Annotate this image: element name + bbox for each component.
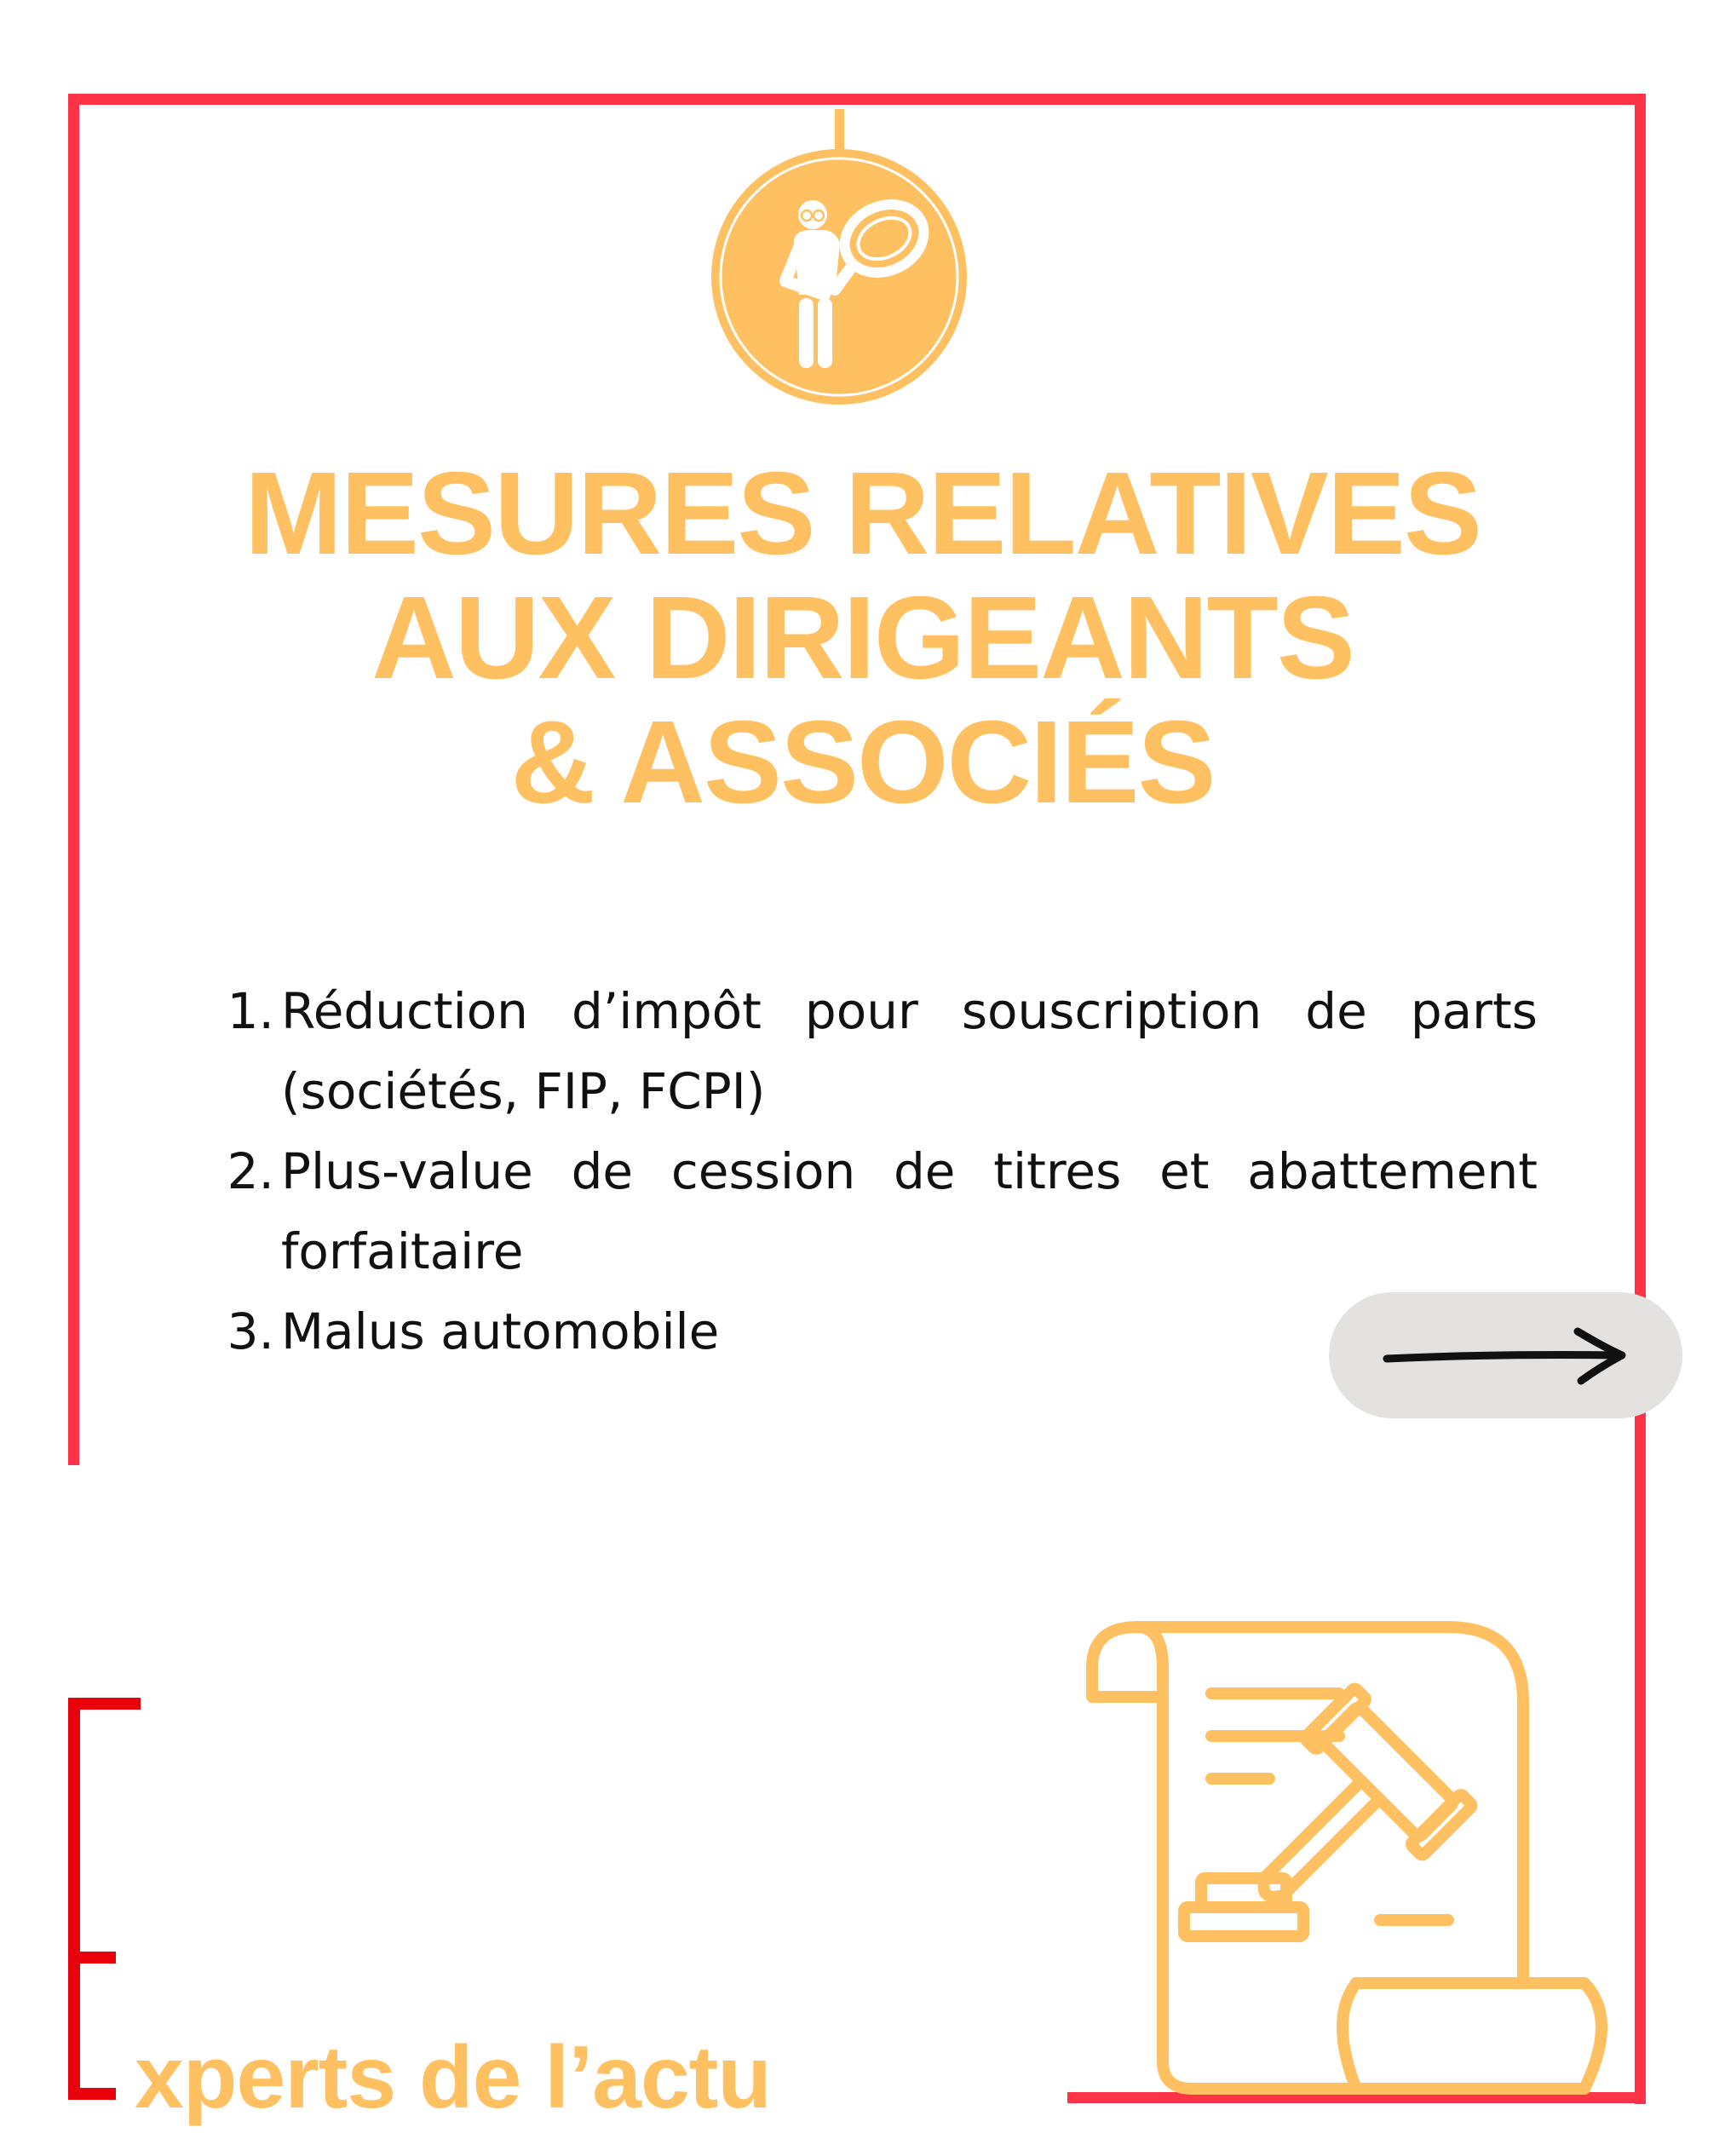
frame-top-border xyxy=(68,94,1646,105)
list-item-number: 3. xyxy=(227,1302,274,1360)
list-item-text: Malus automobile xyxy=(281,1302,720,1360)
list-item-number: 1. xyxy=(227,982,274,1040)
logo-e-bracket xyxy=(68,1698,141,2100)
list-item xyxy=(213,971,1538,1131)
gavel-document-icon xyxy=(1073,1618,1619,2096)
list-item xyxy=(213,1131,1538,1291)
person-with-magnifier-icon xyxy=(707,145,971,409)
arrow-right-icon xyxy=(1380,1321,1636,1389)
list-item-number: 2. xyxy=(227,1142,274,1200)
page-title xyxy=(85,448,1640,828)
title-line-2: AUX DIRIGEANTS xyxy=(371,572,1354,704)
title-line-1: MESURES RELATIVES xyxy=(244,448,1481,579)
title-line-3: & ASSOCIÉS xyxy=(510,697,1215,828)
logo-text: xperts de l’actu xyxy=(135,2028,771,2127)
frame-left-border xyxy=(68,94,79,1465)
list-item-text: Plus-value de cession de titres et abattement forfaitaire xyxy=(281,1142,1538,1280)
next-button[interactable] xyxy=(1329,1292,1682,1418)
frame-right-border xyxy=(1635,94,1646,2104)
list-item-text: Réduction d’impôt pour souscription de parts (sociétés, FIP, FCPI) xyxy=(281,982,1538,1120)
measures-list xyxy=(213,971,1538,1371)
